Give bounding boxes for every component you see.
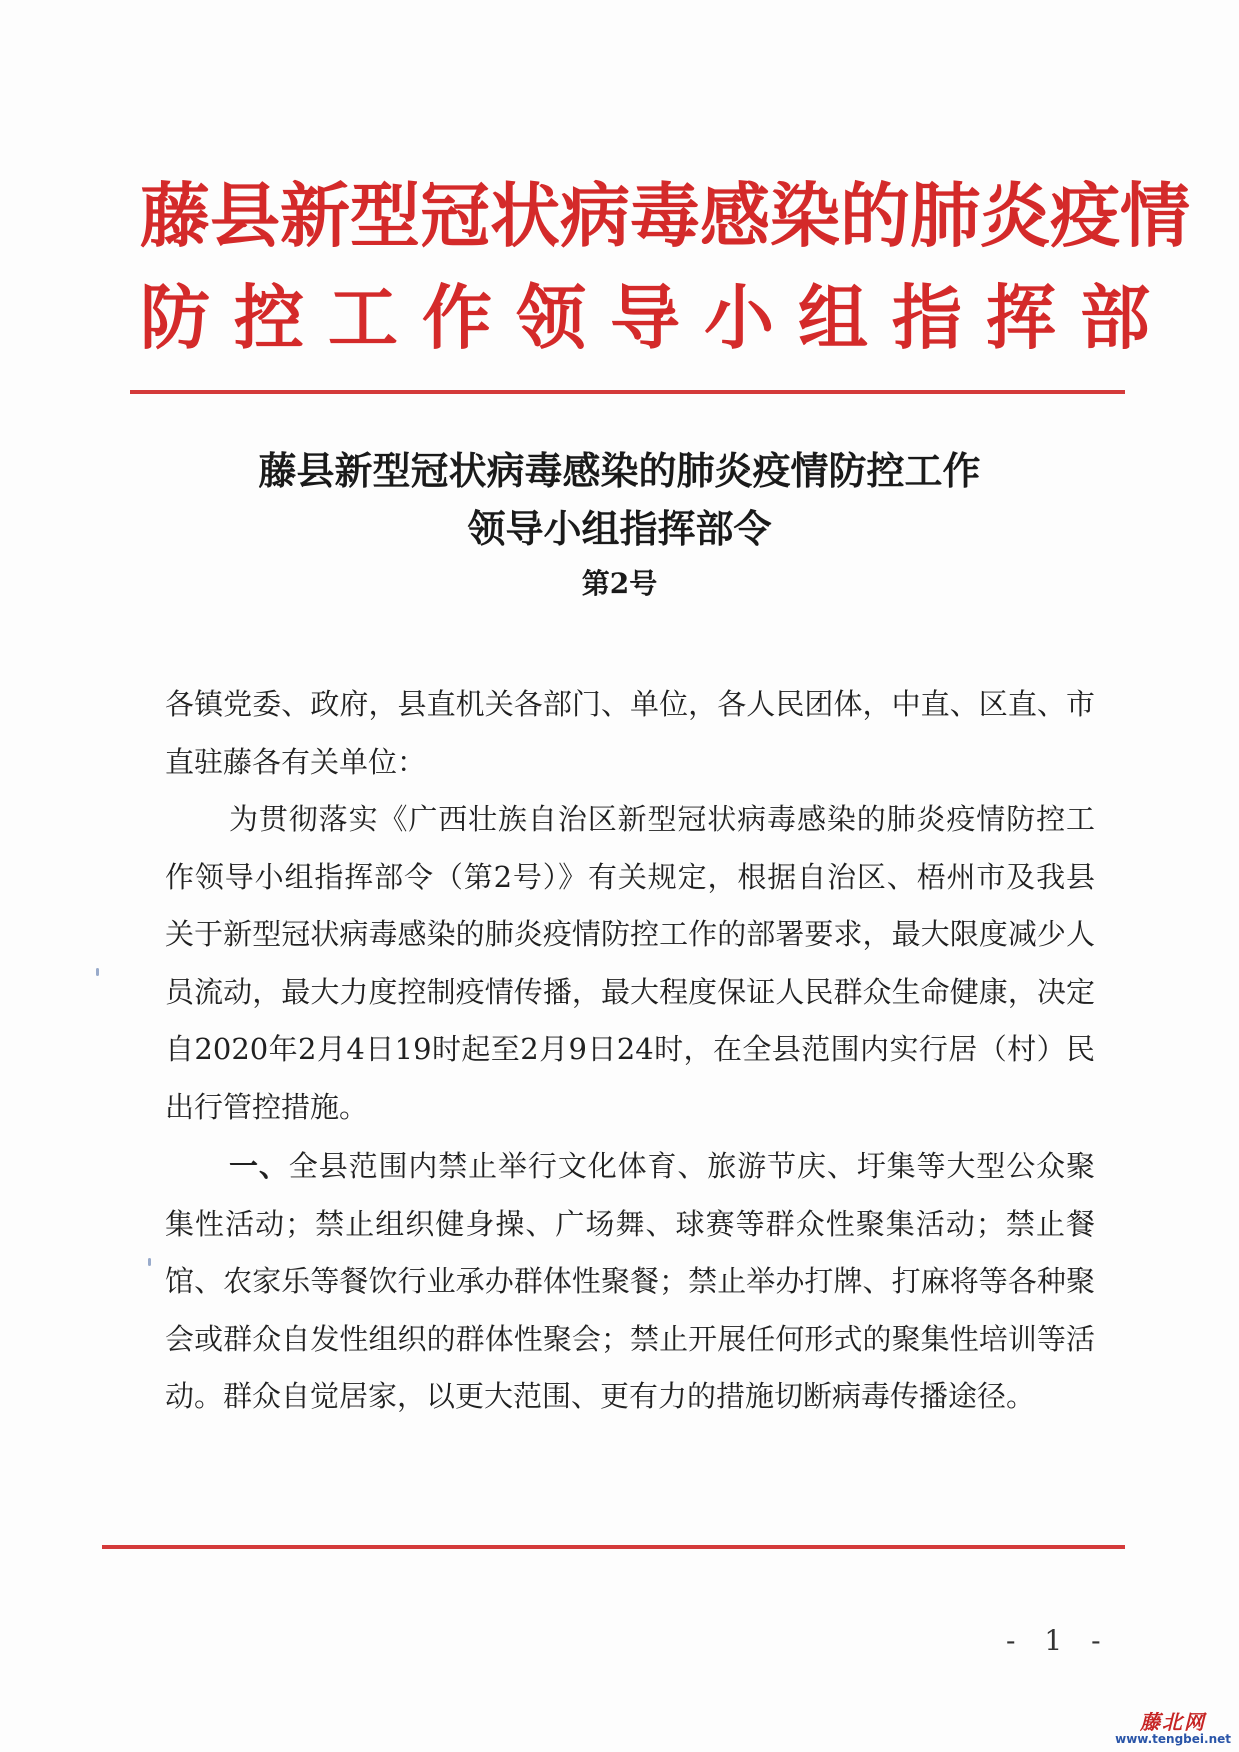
clause-one-number: 一、 [229, 1149, 289, 1183]
addressee-paragraph: 各镇党委、政府，县直机关各部门、单位，各人民团体，中直、区直、市直驻藤各有关单位： [165, 687, 1095, 779]
scan-speck [148, 1258, 151, 1266]
letterhead-divider [130, 390, 1125, 394]
letterhead-line-1: 藤县新型冠状病毒感染的肺炎疫情 [140, 174, 1190, 257]
site-watermark [1115, 1712, 1231, 1746]
intro-paragraph: 为贯彻落实《广西壮族自治区新型冠状病毒感染的肺炎疫情防控工作领导小组指挥部令（第2号）》有关规定，根据自治区、梧州市及我县关于新型冠状病毒感染的肺炎疫情防控工作的部署要求，最大限度减少人员流动，最大力度控制疫情传播，最大程度保证人民群众生命健康，决定自2020年2月4日19时起至2月9日24时，在全县范围内实行居（村）民出行管控措施。 [165, 802, 1095, 1124]
clause-one-text: 全县范围内禁止举行文化体育、旅游节庆、圩集等大型公众聚集性活动；禁止组织健身操、广场舞、球赛等群众性聚集活动；禁止餐馆、农家乐等餐饮行业承办群体性聚餐；禁止举办打牌、打麻将等各种聚会或群众自发性组织的群体性聚会；禁止开展任何形式的聚集性培训等活动。群众自觉居家，以更大范围、更有力的措施切断病毒传播途径。 [165, 1149, 1095, 1413]
footer-divider [102, 1545, 1125, 1549]
letterhead-line-2: 防控工作领导小组指挥部 [140, 276, 1174, 359]
command-title-line-2: 领导小组指挥部令 [467, 506, 772, 551]
watermark-url: www.tengbei.net [1115, 1732, 1231, 1747]
scan-speck [96, 968, 99, 976]
command-title-line-1: 藤县新型冠状病毒感染的肺炎疫情防控工作 [258, 448, 981, 493]
page-number: - 1 - [1006, 1624, 1111, 1657]
clause-one-paragraph [165, 1138, 1095, 1426]
watermark-site-name: 藤北网 [1140, 1710, 1207, 1735]
command-number: 第2号 [581, 567, 658, 600]
